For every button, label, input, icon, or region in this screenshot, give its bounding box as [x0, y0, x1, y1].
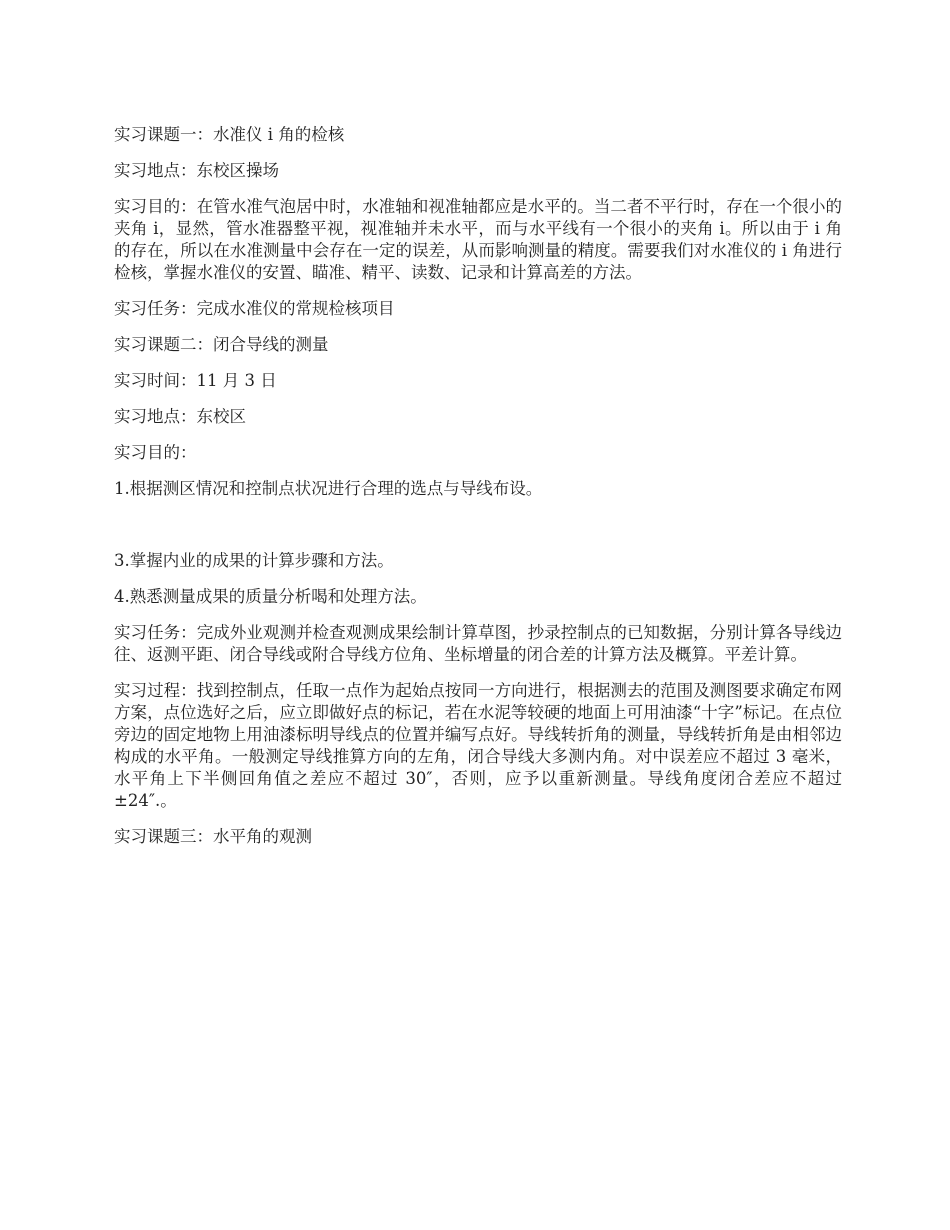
lab-topic-1-task: 实习任务：完成水准仪的常规检核项目: [114, 299, 395, 318]
lab-topic-2-purpose-item-3: 3.掌握内业的成果的计算步骤和方法。: [114, 551, 394, 570]
lab-topic-2-task: 实习任务：完成外业观测并检查观测成果绘制计算草图，抄录控制点的已知数据，分别计算各导线边往、返测平距、闭合导线或附合导线方位角、坐标增量的闭合差的计算方法及概算。平差计算。: [114, 623, 842, 664]
lab-topic-1-location: 实习地点：东校区操场: [114, 161, 279, 180]
lab-topic-2-location: 实习地点：东校区: [114, 407, 246, 426]
lab-topic-1-purpose: 实习目的：在管水准气泡居中时，水准轴和视准轴都应是水平的。当二者不平行时，存在一个很小的夹角 i，显然，管水准器整平视，视准轴并未水平，而与水平线有一个很小的夹角 i。所以由于 i 角的存在，所以在水准测量中会存在一定的误差，从而影响测量的精度。需要我们对水准仪的 i 角进行检核，掌握水准仪的安置、瞄准、精平、读数、记录和计算高差的方法。: [114, 197, 842, 282]
lab-topic-1-title: 实习课题一：水准仪 i 角的检核: [114, 125, 345, 144]
lab-topic-2-process: 实习过程：找到控制点，任取一点作为起始点按同一方向进行，根据测去的范围及测图要求确定布网方案，点位选好之后，应立即做好点的标记，若在水泥等较硬的地面上可用油漆“十字”标记。在点位旁边的固定地物上用油漆标明导线点的位置并编写点好。导线转折角的测量，导线转折角是由相邻边构成的水平角。一般测定导线推算方向的左角，闭合导线大多测内角。对中误差应不超过 3 毫米，水平角上下半侧回角值之差应不超过 30″，否则，应予以重新测量。导线角度闭合差应不超过±24″.。: [114, 681, 842, 810]
lab-topic-2-time: 实习时间：11 月 3 日: [114, 371, 277, 390]
lab-topic-2-purpose-item-4: 4.熟悉测量成果的质量分析喝和处理方法。: [114, 587, 427, 606]
lab-topic-3-title: 实习课题三：水平角的观测: [114, 827, 312, 846]
lab-topic-2-purpose-item-1: 1.根据测区情况和控制点状况进行合理的选点与导线布设。: [114, 479, 543, 498]
blank-gap: [114, 514, 842, 550]
lab-topic-2-purpose-heading: 实习目的：: [114, 443, 197, 462]
lab-topic-2-title: 实习课题二：闭合导线的测量: [114, 335, 329, 354]
document-body: [114, 124, 842, 862]
